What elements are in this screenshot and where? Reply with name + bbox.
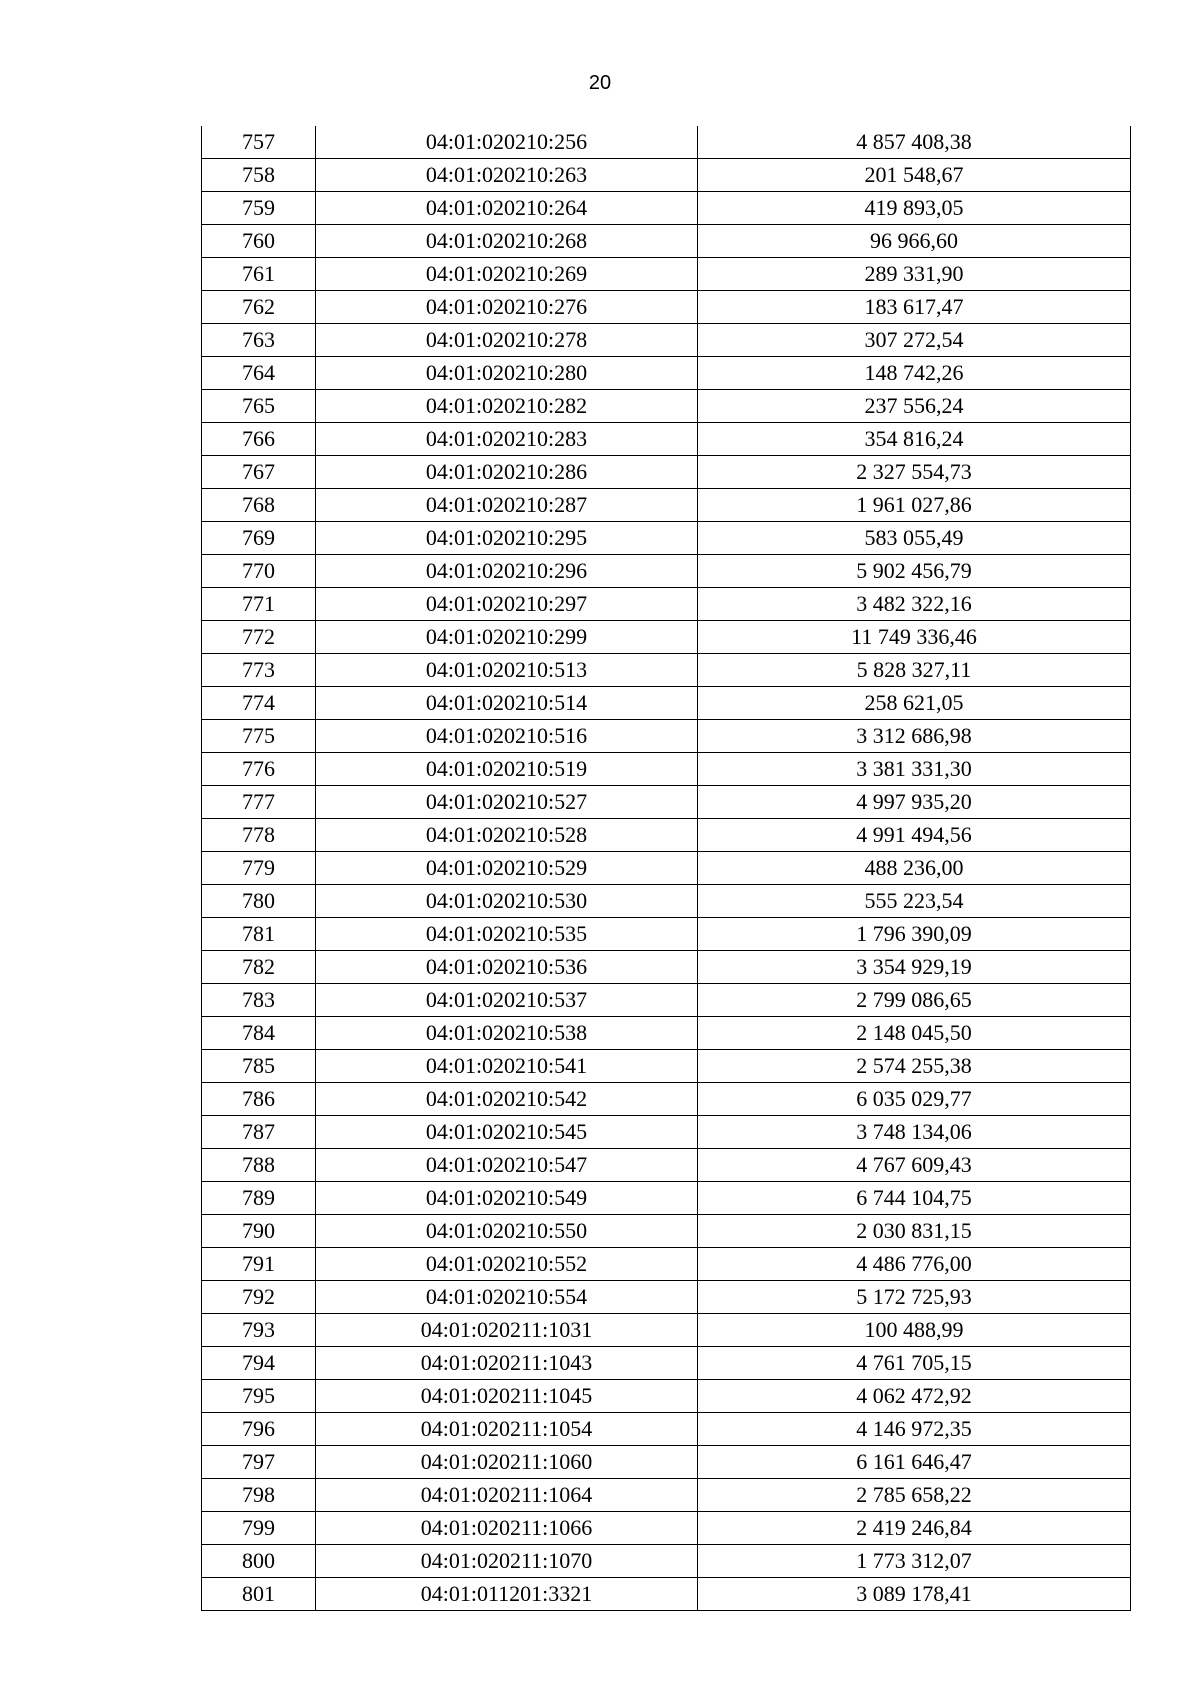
cadastral-value-cell: 289 331,90 xyxy=(698,258,1131,291)
cadastral-number-cell: 04:01:020210:536 xyxy=(316,951,698,984)
cadastral-value-cell: 237 556,24 xyxy=(698,390,1131,423)
table-row xyxy=(202,489,1131,522)
cadastral-number-cell: 04:01:020211:1045 xyxy=(316,1380,698,1413)
cadastral-number-cell: 04:01:020210:537 xyxy=(316,984,698,1017)
cadastral-value-cell: 555 223,54 xyxy=(698,885,1131,918)
cadastral-value-cell: 3 482 322,16 xyxy=(698,588,1131,621)
table-row xyxy=(202,588,1131,621)
table-row xyxy=(202,423,1131,456)
cadastral-value-cell: 354 816,24 xyxy=(698,423,1131,456)
cadastral-value-cell: 488 236,00 xyxy=(698,852,1131,885)
table-row xyxy=(202,1347,1131,1380)
row-number-cell: 772 xyxy=(202,621,316,654)
cadastral-value-cell: 419 893,05 xyxy=(698,192,1131,225)
row-number-cell: 771 xyxy=(202,588,316,621)
row-number-cell: 767 xyxy=(202,456,316,489)
cadastral-number-cell: 04:01:020210:256 xyxy=(316,126,698,159)
row-number-cell: 760 xyxy=(202,225,316,258)
table-row xyxy=(202,1149,1131,1182)
table-row xyxy=(202,819,1131,852)
cadastral-value-cell: 4 146 972,35 xyxy=(698,1413,1131,1446)
cadastral-number-cell: 04:01:020210:514 xyxy=(316,687,698,720)
table-row xyxy=(202,984,1131,1017)
cadastral-value-cell: 2 327 554,73 xyxy=(698,456,1131,489)
table-row xyxy=(202,456,1131,489)
row-number-cell: 798 xyxy=(202,1479,316,1512)
cadastral-value-cell: 307 272,54 xyxy=(698,324,1131,357)
table-row xyxy=(202,1578,1131,1611)
cadastral-number-cell: 04:01:020210:547 xyxy=(316,1149,698,1182)
cadastral-value-cell: 3 381 331,30 xyxy=(698,753,1131,786)
cadastral-value-cell: 4 997 935,20 xyxy=(698,786,1131,819)
table-row xyxy=(202,654,1131,687)
page-number: 20 xyxy=(588,72,612,94)
table-row xyxy=(202,753,1131,786)
table-row xyxy=(202,1215,1131,1248)
cadastral-value-cell: 183 617,47 xyxy=(698,291,1131,324)
table-row xyxy=(202,357,1131,390)
table-row xyxy=(202,324,1131,357)
row-number-cell: 791 xyxy=(202,1248,316,1281)
cadastral-number-cell: 04:01:020210:542 xyxy=(316,1083,698,1116)
cadastral-number-cell: 04:01:020210:550 xyxy=(316,1215,698,1248)
row-number-cell: 793 xyxy=(202,1314,316,1347)
row-number-cell: 779 xyxy=(202,852,316,885)
cadastral-value-cell: 4 857 408,38 xyxy=(698,126,1131,159)
table-row xyxy=(202,918,1131,951)
cadastral-number-cell: 04:01:020210:530 xyxy=(316,885,698,918)
row-number-cell: 786 xyxy=(202,1083,316,1116)
cadastral-number-cell: 04:01:020210:278 xyxy=(316,324,698,357)
cadastral-value-cell: 4 991 494,56 xyxy=(698,819,1131,852)
cadastral-value-cell: 3 748 134,06 xyxy=(698,1116,1131,1149)
table-row xyxy=(202,1512,1131,1545)
cadastral-number-cell: 04:01:020211:1054 xyxy=(316,1413,698,1446)
cadastral-number-cell: 04:01:020210:299 xyxy=(316,621,698,654)
cadastral-number-cell: 04:01:020210:286 xyxy=(316,456,698,489)
row-number-cell: 799 xyxy=(202,1512,316,1545)
row-number-cell: 783 xyxy=(202,984,316,1017)
row-number-cell: 788 xyxy=(202,1149,316,1182)
table-row xyxy=(202,1479,1131,1512)
cadastral-value-cell: 6 744 104,75 xyxy=(698,1182,1131,1215)
cadastral-value-cell: 96 966,60 xyxy=(698,225,1131,258)
row-number-cell: 773 xyxy=(202,654,316,687)
row-number-cell: 770 xyxy=(202,555,316,588)
cadastral-number-cell: 04:01:020210:545 xyxy=(316,1116,698,1149)
row-number-cell: 801 xyxy=(202,1578,316,1611)
cadastral-value-cell: 5 902 456,79 xyxy=(698,555,1131,588)
row-number-cell: 796 xyxy=(202,1413,316,1446)
table-row xyxy=(202,1380,1131,1413)
row-number-cell: 768 xyxy=(202,489,316,522)
row-number-cell: 780 xyxy=(202,885,316,918)
cadastral-number-cell: 04:01:020211:1070 xyxy=(316,1545,698,1578)
cadastral-number-cell: 04:01:020211:1064 xyxy=(316,1479,698,1512)
table-row xyxy=(202,1116,1131,1149)
cadastral-value-cell: 2 148 045,50 xyxy=(698,1017,1131,1050)
table-row xyxy=(202,1314,1131,1347)
table-row xyxy=(202,1413,1131,1446)
table-row xyxy=(202,1017,1131,1050)
table-row xyxy=(202,1446,1131,1479)
cadastral-value-cell: 11 749 336,46 xyxy=(698,621,1131,654)
cadastral-value-cell: 6 035 029,77 xyxy=(698,1083,1131,1116)
cadastral-number-cell: 04:01:020210:268 xyxy=(316,225,698,258)
cadastral-value-cell: 3 312 686,98 xyxy=(698,720,1131,753)
cadastral-number-cell: 04:01:020210:269 xyxy=(316,258,698,291)
cadastral-number-cell: 04:01:020211:1043 xyxy=(316,1347,698,1380)
cadastral-value-cell: 5 828 327,11 xyxy=(698,654,1131,687)
cadastral-number-cell: 04:01:011201:3321 xyxy=(316,1578,698,1611)
cadastral-value-cell: 148 742,26 xyxy=(698,357,1131,390)
cadastral-number-cell: 04:01:020210:535 xyxy=(316,918,698,951)
row-number-cell: 776 xyxy=(202,753,316,786)
row-number-cell: 797 xyxy=(202,1446,316,1479)
table-row xyxy=(202,291,1131,324)
row-number-cell: 789 xyxy=(202,1182,316,1215)
table-row xyxy=(202,159,1131,192)
cadastral-number-cell: 04:01:020210:528 xyxy=(316,819,698,852)
table-row xyxy=(202,687,1131,720)
cadastral-value-table xyxy=(201,126,1131,1611)
table-row xyxy=(202,951,1131,984)
table-row xyxy=(202,522,1131,555)
row-number-cell: 759 xyxy=(202,192,316,225)
cadastral-number-cell: 04:01:020210:280 xyxy=(316,357,698,390)
cadastral-number-cell: 04:01:020210:538 xyxy=(316,1017,698,1050)
cadastral-value-cell: 4 486 776,00 xyxy=(698,1248,1131,1281)
table-row xyxy=(202,555,1131,588)
cadastral-number-cell: 04:01:020210:283 xyxy=(316,423,698,456)
table-row xyxy=(202,885,1131,918)
cadastral-value-cell: 1 961 027,86 xyxy=(698,489,1131,522)
row-number-cell: 785 xyxy=(202,1050,316,1083)
row-number-cell: 794 xyxy=(202,1347,316,1380)
cadastral-number-cell: 04:01:020210:297 xyxy=(316,588,698,621)
cadastral-number-cell: 04:01:020210:527 xyxy=(316,786,698,819)
cadastral-number-cell: 04:01:020210:276 xyxy=(316,291,698,324)
row-number-cell: 775 xyxy=(202,720,316,753)
cadastral-value-cell: 1 796 390,09 xyxy=(698,918,1131,951)
cadastral-number-cell: 04:01:020211:1031 xyxy=(316,1314,698,1347)
cadastral-number-cell: 04:01:020210:513 xyxy=(316,654,698,687)
row-number-cell: 800 xyxy=(202,1545,316,1578)
cadastral-value-cell: 201 548,67 xyxy=(698,159,1131,192)
table-row xyxy=(202,720,1131,753)
row-number-cell: 769 xyxy=(202,522,316,555)
cadastral-value-cell: 2 419 246,84 xyxy=(698,1512,1131,1545)
row-number-cell: 787 xyxy=(202,1116,316,1149)
row-number-cell: 765 xyxy=(202,390,316,423)
table-row xyxy=(202,258,1131,291)
table-row xyxy=(202,225,1131,258)
table-body xyxy=(202,126,1131,1611)
table-row xyxy=(202,852,1131,885)
cadastral-value-cell: 5 172 725,93 xyxy=(698,1281,1131,1314)
cadastral-value-cell: 4 062 472,92 xyxy=(698,1380,1131,1413)
row-number-cell: 762 xyxy=(202,291,316,324)
cadastral-number-cell: 04:01:020210:264 xyxy=(316,192,698,225)
row-number-cell: 784 xyxy=(202,1017,316,1050)
row-number-cell: 781 xyxy=(202,918,316,951)
row-number-cell: 795 xyxy=(202,1380,316,1413)
cadastral-value-cell: 6 161 646,47 xyxy=(698,1446,1131,1479)
table-row xyxy=(202,621,1131,654)
row-number-cell: 758 xyxy=(202,159,316,192)
cadastral-value-cell: 3 089 178,41 xyxy=(698,1578,1131,1611)
table-row xyxy=(202,786,1131,819)
row-number-cell: 778 xyxy=(202,819,316,852)
cadastral-value-cell: 2 574 255,38 xyxy=(698,1050,1131,1083)
row-number-cell: 792 xyxy=(202,1281,316,1314)
table-row xyxy=(202,126,1131,159)
row-number-cell: 761 xyxy=(202,258,316,291)
cadastral-number-cell: 04:01:020210:282 xyxy=(316,390,698,423)
cadastral-number-cell: 04:01:020210:541 xyxy=(316,1050,698,1083)
row-number-cell: 790 xyxy=(202,1215,316,1248)
row-number-cell: 757 xyxy=(202,126,316,159)
row-number-cell: 777 xyxy=(202,786,316,819)
table-row xyxy=(202,1050,1131,1083)
table-row xyxy=(202,1083,1131,1116)
cadastral-value-cell: 4 761 705,15 xyxy=(698,1347,1131,1380)
cadastral-value-cell: 258 621,05 xyxy=(698,687,1131,720)
row-number-cell: 774 xyxy=(202,687,316,720)
cadastral-value-cell: 2 785 658,22 xyxy=(698,1479,1131,1512)
row-number-cell: 764 xyxy=(202,357,316,390)
row-number-cell: 763 xyxy=(202,324,316,357)
cadastral-number-cell: 04:01:020210:549 xyxy=(316,1182,698,1215)
cadastral-number-cell: 04:01:020211:1066 xyxy=(316,1512,698,1545)
table-row xyxy=(202,1545,1131,1578)
cadastral-value-cell: 1 773 312,07 xyxy=(698,1545,1131,1578)
cadastral-number-cell: 04:01:020210:295 xyxy=(316,522,698,555)
table-row xyxy=(202,1281,1131,1314)
cadastral-value-cell: 583 055,49 xyxy=(698,522,1131,555)
cadastral-value-cell: 2 030 831,15 xyxy=(698,1215,1131,1248)
table-row xyxy=(202,390,1131,423)
table-row xyxy=(202,192,1131,225)
cadastral-number-cell: 04:01:020211:1060 xyxy=(316,1446,698,1479)
cadastral-number-cell: 04:01:020210:519 xyxy=(316,753,698,786)
cadastral-value-cell: 4 767 609,43 xyxy=(698,1149,1131,1182)
cadastral-number-cell: 04:01:020210:554 xyxy=(316,1281,698,1314)
cadastral-value-cell: 3 354 929,19 xyxy=(698,951,1131,984)
row-number-cell: 766 xyxy=(202,423,316,456)
cadastral-number-cell: 04:01:020210:263 xyxy=(316,159,698,192)
cadastral-number-cell: 04:01:020210:516 xyxy=(316,720,698,753)
cadastral-number-cell: 04:01:020210:296 xyxy=(316,555,698,588)
cadastral-number-cell: 04:01:020210:529 xyxy=(316,852,698,885)
cadastral-number-cell: 04:01:020210:552 xyxy=(316,1248,698,1281)
cadastral-value-cell: 100 488,99 xyxy=(698,1314,1131,1347)
cadastral-value-cell: 2 799 086,65 xyxy=(698,984,1131,1017)
table-row xyxy=(202,1182,1131,1215)
row-number-cell: 782 xyxy=(202,951,316,984)
table-row xyxy=(202,1248,1131,1281)
cadastral-number-cell: 04:01:020210:287 xyxy=(316,489,698,522)
